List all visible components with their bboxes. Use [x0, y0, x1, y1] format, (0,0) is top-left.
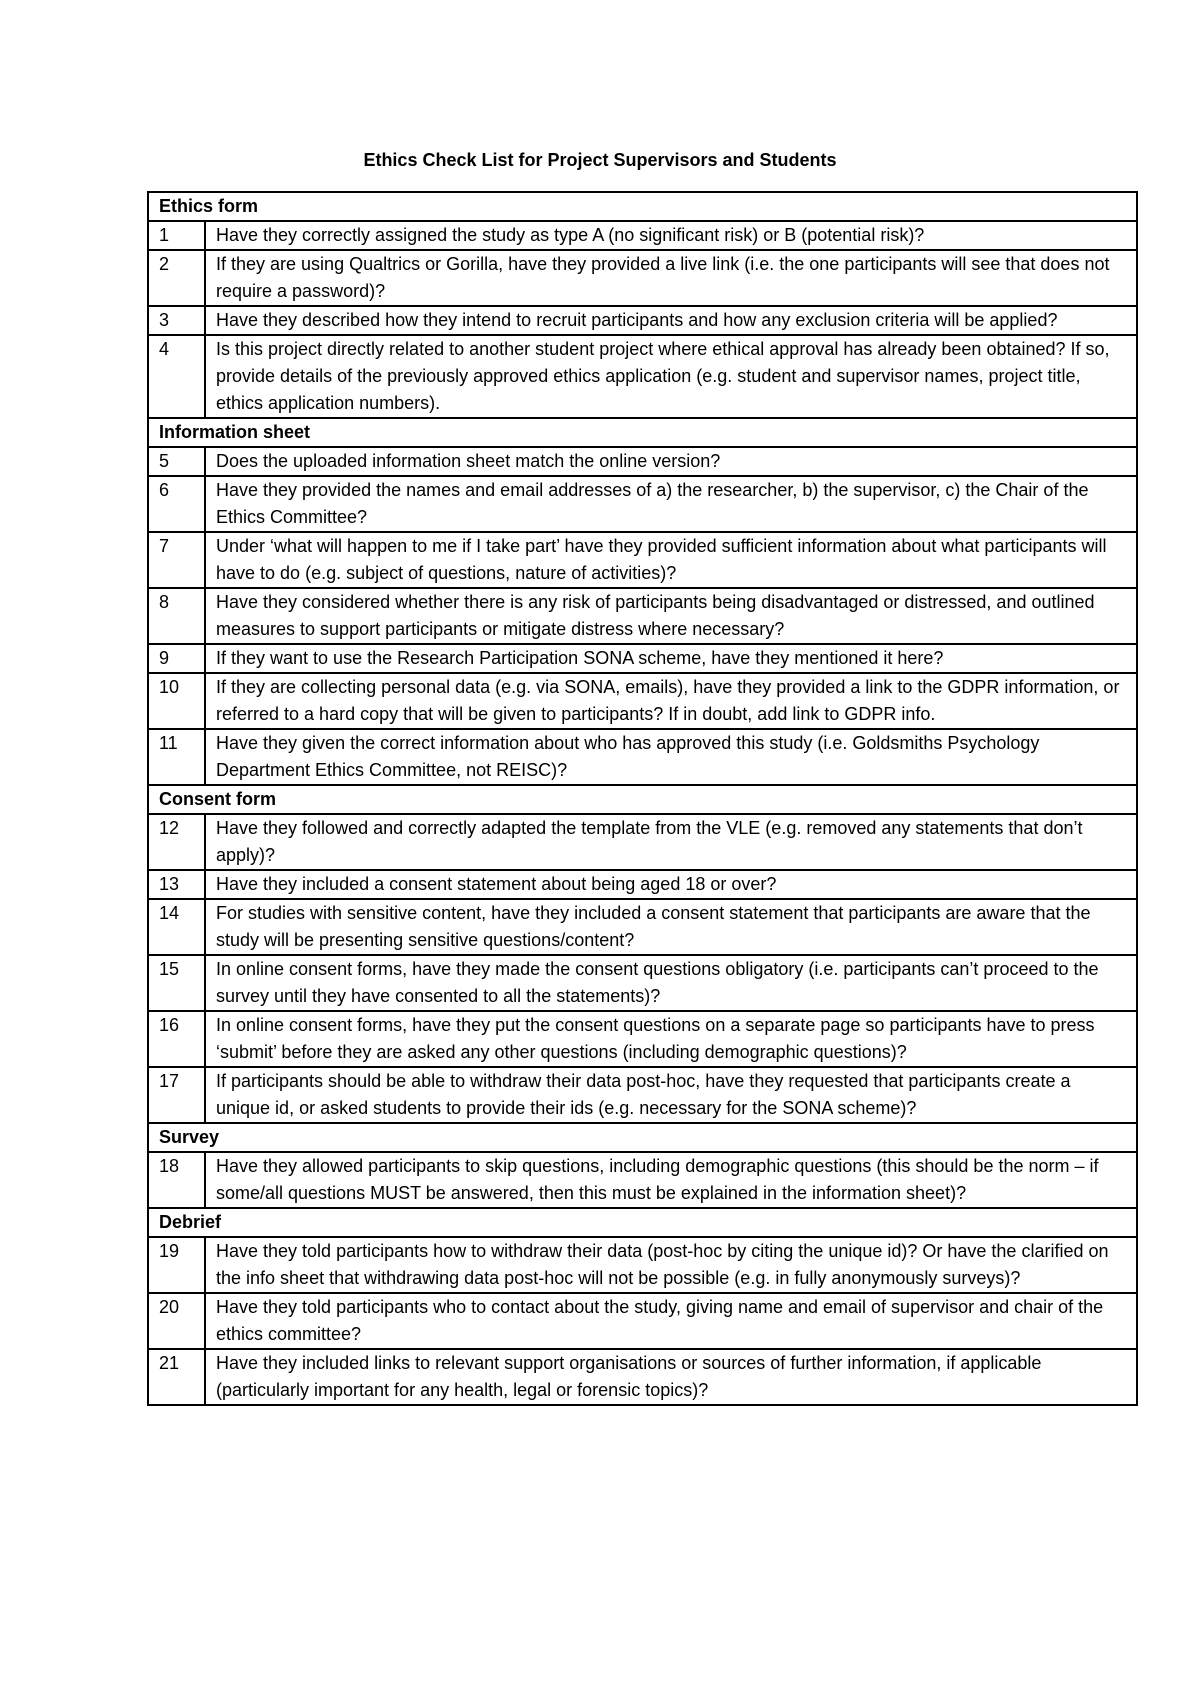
section-header-row — [148, 1208, 1137, 1237]
checklist-item-row — [148, 1349, 1137, 1405]
item-number: 16 — [148, 1011, 205, 1067]
item-number: 3 — [148, 306, 205, 335]
item-number: 20 — [148, 1293, 205, 1349]
item-question: Have they followed and correctly adapted the template from the VLE (e.g. removed any statements that don’t apply)? — [205, 814, 1137, 870]
checklist-item-row — [148, 532, 1137, 588]
item-question: In online consent forms, have they put the consent questions on a separate page so participants have to press ‘submit’ before they are asked any other questions (including demographic questions)? — [205, 1011, 1137, 1067]
checklist-item-row — [148, 306, 1137, 335]
item-number: 8 — [148, 588, 205, 644]
page-title: Ethics Check List for Project Supervisors and Students — [363, 150, 837, 170]
checklist-item-row — [148, 1152, 1137, 1208]
item-question: Have they correctly assigned the study as type A (no significant risk) or B (potential risk)? — [205, 221, 1137, 250]
item-question: Have they told participants how to withdraw their data (post-hoc by citing the unique id)? Or have the clarified on the info sheet that withdrawing data post-hoc will not be possible (e.g. in fully anonymously surveys)? — [205, 1237, 1137, 1293]
checklist-item-row — [148, 673, 1137, 729]
ethics-checklist-table — [147, 191, 1138, 1406]
item-question: If participants should be able to withdraw their data post-hoc, have they requested that participants create a unique id, or asked students to provide their ids (e.g. necessary for the SONA scheme)? — [205, 1067, 1137, 1123]
item-question: If they want to use the Research Participation SONA scheme, have they mentioned it here? — [205, 644, 1137, 673]
item-question: If they are using Qualtrics or Gorilla, have they provided a live link (i.e. the one participants will see that does not require a password)? — [205, 250, 1137, 306]
item-question: Is this project directly related to another student project where ethical approval has already been obtained? If so, provide details of the previously approved ethics application (e.g. student and supervisor names, project title, ethics application numbers). — [205, 335, 1137, 418]
section-heading: Debrief — [148, 1208, 1137, 1237]
item-number: 19 — [148, 1237, 205, 1293]
item-question: Have they provided the names and email addresses of a) the researcher, b) the supervisor, c) the Chair of the Ethics Committee? — [205, 476, 1137, 532]
checklist-item-row — [148, 476, 1137, 532]
checklist-item-row — [148, 644, 1137, 673]
item-question: Does the uploaded information sheet match the online version? — [205, 447, 1137, 476]
item-question: Have they considered whether there is any risk of participants being disadvantaged or distressed, and outlined measures to support participants or mitigate distress where necessary? — [205, 588, 1137, 644]
item-number: 14 — [148, 899, 205, 955]
item-number: 21 — [148, 1349, 205, 1405]
item-number: 6 — [148, 476, 205, 532]
item-number: 10 — [148, 673, 205, 729]
item-number: 13 — [148, 870, 205, 899]
section-heading: Consent form — [148, 785, 1137, 814]
item-number: 1 — [148, 221, 205, 250]
section-heading: Survey — [148, 1123, 1137, 1152]
section-header-row — [148, 785, 1137, 814]
item-question: If they are collecting personal data (e.g. via SONA, emails), have they provided a link to the GDPR information, or referred to a hard copy that will be given to participants? If in doubt, add link to GDPR info. — [205, 673, 1137, 729]
section-heading: Ethics form — [148, 192, 1137, 221]
item-number: 15 — [148, 955, 205, 1011]
section-header-row — [148, 192, 1137, 221]
item-number: 9 — [148, 644, 205, 673]
checklist-item-row — [148, 899, 1137, 955]
checklist-item-row — [148, 1067, 1137, 1123]
checklist-item-row — [148, 588, 1137, 644]
checklist-item-row — [148, 1237, 1137, 1293]
item-question: In online consent forms, have they made the consent questions obligatory (i.e. participants can’t proceed to the survey until they have consented to all the statements)? — [205, 955, 1137, 1011]
item-question: Have they included links to relevant support organisations or sources of further information, if applicable (particularly important for any health, legal or forensic topics)? — [205, 1349, 1137, 1405]
item-number: 4 — [148, 335, 205, 418]
section-header-row — [148, 1123, 1137, 1152]
checklist-item-row — [148, 955, 1137, 1011]
item-number: 17 — [148, 1067, 205, 1123]
item-number: 18 — [148, 1152, 205, 1208]
checklist-item-row — [148, 335, 1137, 418]
item-question: Have they told participants who to contact about the study, giving name and email of supervisor and chair of the ethics committee? — [205, 1293, 1137, 1349]
section-heading: Information sheet — [148, 418, 1137, 447]
checklist-item-row — [148, 250, 1137, 306]
section-header-row — [148, 418, 1137, 447]
item-question: Under ‘what will happen to me if I take part’ have they provided sufficient information about what participants will have to do (e.g. subject of questions, nature of activities)? — [205, 532, 1137, 588]
checklist-item-row — [148, 221, 1137, 250]
item-question: Have they given the correct information about who has approved this study (i.e. Goldsmiths Psychology Department Ethics Committee, not REISC)? — [205, 729, 1137, 785]
checklist-item-row — [148, 1011, 1137, 1067]
item-question: Have they allowed participants to skip questions, including demographic questions (this should be the norm – if some/all questions MUST be answered, then this must be explained in the information sheet)? — [205, 1152, 1137, 1208]
item-number: 7 — [148, 532, 205, 588]
checklist-item-row — [148, 814, 1137, 870]
item-number: 11 — [148, 729, 205, 785]
item-question: For studies with sensitive content, have they included a consent statement that participants are aware that the study will be presenting sensitive questions/content? — [205, 899, 1137, 955]
checklist-body — [148, 192, 1137, 1405]
item-number: 12 — [148, 814, 205, 870]
checklist-item-row — [148, 1293, 1137, 1349]
item-question: Have they described how they intend to recruit participants and how any exclusion criteria will be applied? — [205, 306, 1137, 335]
item-number: 5 — [148, 447, 205, 476]
item-question: Have they included a consent statement about being aged 18 or over? — [205, 870, 1137, 899]
checklist-item-row — [148, 870, 1137, 899]
checklist-item-row — [148, 729, 1137, 785]
item-number: 2 — [148, 250, 205, 306]
checklist-item-row — [148, 447, 1137, 476]
